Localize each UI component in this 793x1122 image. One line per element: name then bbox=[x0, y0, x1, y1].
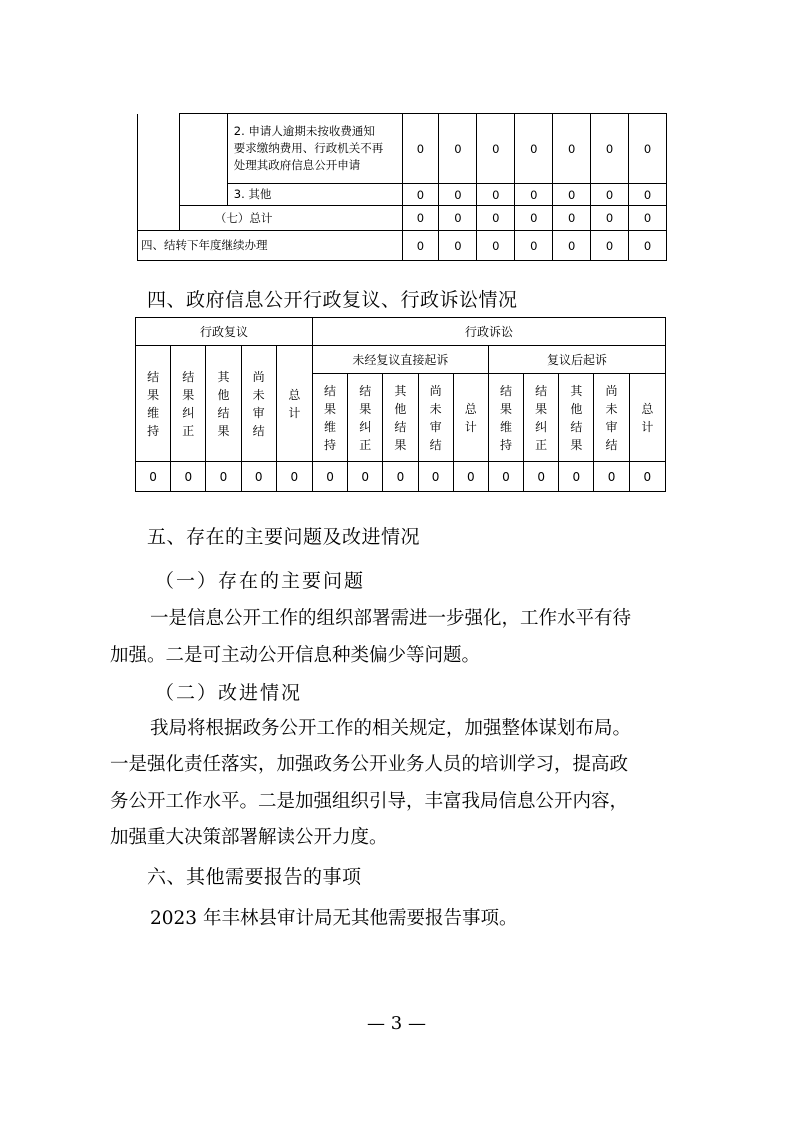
table-cell: 0 bbox=[453, 462, 488, 492]
table-cell: 0 bbox=[553, 206, 591, 231]
col-header-pending: 尚 未 审 结 bbox=[418, 374, 453, 462]
table-cell: 0 bbox=[206, 462, 241, 492]
row-label-total: （七）总计 bbox=[179, 206, 402, 231]
table-cell: 0 bbox=[402, 206, 439, 231]
paragraph-line: 一是强化责任落实，加强政务公开业务人员的培训学习，提高政 bbox=[110, 754, 629, 775]
table-cell: 0 bbox=[439, 231, 477, 261]
col-header-other-result: 其 他 结 果 bbox=[383, 374, 418, 462]
paragraph-line: 2023 年丰林县审计局无其他需要报告事项。 bbox=[150, 908, 518, 929]
table-cell: 0 bbox=[629, 184, 667, 206]
table-cell: 0 bbox=[629, 114, 667, 184]
table-cell: 0 bbox=[383, 462, 418, 492]
table-cell: 0 bbox=[488, 462, 523, 492]
table-cell: 0 bbox=[402, 114, 439, 184]
table-cell: 0 bbox=[439, 184, 477, 206]
col-header-total: 总 计 bbox=[276, 346, 312, 462]
table-cell: 0 bbox=[241, 462, 276, 492]
table-cell: 0 bbox=[591, 206, 629, 231]
table-cell: 0 bbox=[477, 206, 515, 231]
review-litigation-table bbox=[135, 317, 666, 492]
paragraph-line: 我局将根据政务公开工作的相关规定，加强整体谋划布局。 bbox=[150, 718, 632, 739]
col-header-pending: 尚 未 审 结 bbox=[594, 374, 629, 462]
paragraph-line: 一是信息公开工作的组织部署需进一步强化，工作水平有待 bbox=[150, 608, 632, 629]
table-cell: 0 bbox=[524, 462, 559, 492]
col-header-total: 总 计 bbox=[453, 374, 488, 462]
subheading-main-problems: （一）存在的主要问题 bbox=[155, 570, 366, 592]
table-cell: 0 bbox=[594, 462, 629, 492]
paragraph-line: 加强。二是可主动公开信息种类偏少等问题。 bbox=[110, 645, 481, 666]
col-header-result-upheld: 结 果 维 持 bbox=[312, 374, 347, 462]
col-header-other-result: 其 他 结 果 bbox=[206, 346, 241, 462]
section-heading-other-matters: 六、其他需要报告的事项 bbox=[147, 866, 362, 888]
col-header-pending: 尚 未 审 结 bbox=[241, 346, 276, 462]
table-cell: 0 bbox=[591, 184, 629, 206]
table-cell: 0 bbox=[312, 462, 347, 492]
applications-table-continuation bbox=[137, 113, 667, 261]
table-spacer-cell bbox=[138, 114, 180, 231]
table-spacer-cell bbox=[179, 114, 227, 206]
table-cell: 0 bbox=[402, 184, 439, 206]
col-header-result-corrected: 结 果 纠 正 bbox=[171, 346, 206, 462]
paragraph-line: 务公开工作水平。二是加强组织引导，丰富我局信息公开内容， bbox=[110, 791, 629, 812]
col-header-total: 总 计 bbox=[629, 374, 665, 462]
table-cell: 0 bbox=[591, 231, 629, 261]
col-header-result-upheld: 结 果 维 持 bbox=[488, 374, 523, 462]
table-cell: 0 bbox=[591, 114, 629, 184]
table-cell: 0 bbox=[418, 462, 453, 492]
table-cell: 0 bbox=[559, 462, 594, 492]
table-cell: 0 bbox=[629, 206, 667, 231]
table-cell: 0 bbox=[439, 206, 477, 231]
page-number: — 3 — bbox=[367, 1013, 426, 1034]
table-cell: 0 bbox=[515, 184, 553, 206]
table-cell: 0 bbox=[553, 114, 591, 184]
row-label-carry-over: 四、结转下年度继续办理 bbox=[138, 231, 403, 261]
section-heading-review-litigation: 四、政府信息公开行政复议、行政诉讼情况 bbox=[147, 289, 518, 311]
table-cell: 0 bbox=[171, 462, 206, 492]
table-cell: 0 bbox=[402, 231, 439, 261]
col-header-other-result: 其 他 结 果 bbox=[559, 374, 594, 462]
table-cell: 0 bbox=[553, 231, 591, 261]
table-cell: 0 bbox=[477, 231, 515, 261]
col-header-result-upheld: 结 果 维 持 bbox=[136, 346, 171, 462]
paragraph-line: 加强重大决策部署解读公开力度。 bbox=[110, 827, 388, 848]
section-heading-problems: 五、存在的主要问题及改进情况 bbox=[147, 526, 421, 548]
table-cell: 0 bbox=[515, 114, 553, 184]
row-label-other: 3. 其他 bbox=[227, 184, 402, 206]
table-cell: 0 bbox=[553, 184, 591, 206]
table-cell: 0 bbox=[515, 231, 553, 261]
subgroup-header-direct: 未经复议直接起诉 bbox=[312, 346, 488, 374]
table-cell: 0 bbox=[515, 206, 553, 231]
col-header-result-corrected: 结 果 纠 正 bbox=[348, 374, 383, 462]
table-cell: 0 bbox=[477, 184, 515, 206]
table-cell: 0 bbox=[477, 114, 515, 184]
table-cell: 0 bbox=[629, 231, 667, 261]
subgroup-header-after-review: 复议后起诉 bbox=[488, 346, 665, 374]
col-header-result-corrected: 结 果 纠 正 bbox=[524, 374, 559, 462]
table-cell: 0 bbox=[348, 462, 383, 492]
group-header-review: 行政复议 bbox=[136, 318, 313, 346]
row-label-overdue-fee: 2. 申请人逾期未按收费通知 要求缴纳费用、行政机关不再 处理其政府信息公开申请 bbox=[227, 114, 402, 184]
table-cell: 0 bbox=[629, 462, 665, 492]
table-cell: 0 bbox=[276, 462, 312, 492]
subheading-improvements: （二）改进情况 bbox=[155, 682, 303, 704]
table-cell: 0 bbox=[439, 114, 477, 184]
group-header-litigation: 行政诉讼 bbox=[312, 318, 665, 346]
table-cell: 0 bbox=[136, 462, 171, 492]
